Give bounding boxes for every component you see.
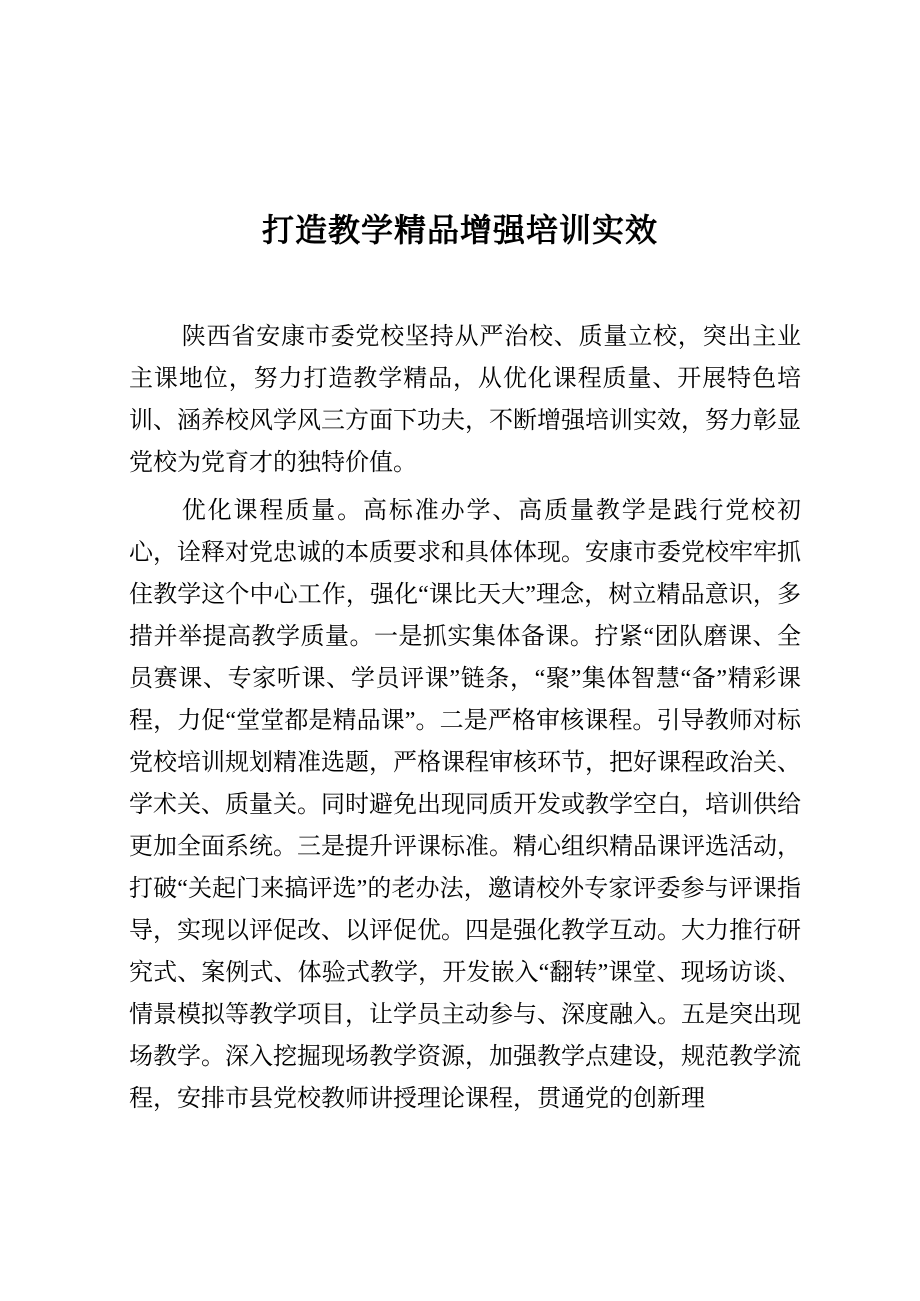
document-title: 打造教学精品增强培训实效 (261, 212, 658, 248)
paragraph: 优化课程质量。高标准办学、高质量教学是践行党校初心，诠释对党忠诚的本质要求和具体体现。安康市委党校牢牢抓住教学这个中心工作，强化“课比天大”理念，树立精品意识，多措并举提高教学质量。一是抓实集体备课。拧紧“团队磨课、全员赛课、专家听课、学员评课”链条，“聚”集体智慧“备”精彩课程，力促“堂堂都是精品课”。二是严格审核课程。引导教师对标党校培训规划精准选题，严格课程审核环节，把好课程政治关、学术关、质量关。同时避免出现同质开发或教学空白，培训供给更加全面系统。三是提升评课标准。精心组织精品课评选活动，打破“关起门来搞评选”的老办法，邀请校外专家评委参与评课指导，实现以评促改、以评促优。四是强化教学互动。大力推行研究式、案例式、体验式教学，开发嵌入“翻转”课堂、现场访谈、情景模拟等教学项目，让学员主动参与、深度融入。五是突出现场教学。深入挖掘现场教学资源，加强教学点建设，规范教学流程，安排市县党校教师讲授理论课程，贯通党的创新理 (129, 498, 801, 1112)
paragraph: 陕西省安康市委党校坚持从严治校、质量立校，突出主业主课地位，努力打造教学精品，从优化课程质量、开展特色培训、涵养校风学风三方面下功夫，不断增强培训实效，努力彰显党校为党育才的独特价值。 (129, 324, 801, 476)
document-body (129, 316, 801, 1126)
